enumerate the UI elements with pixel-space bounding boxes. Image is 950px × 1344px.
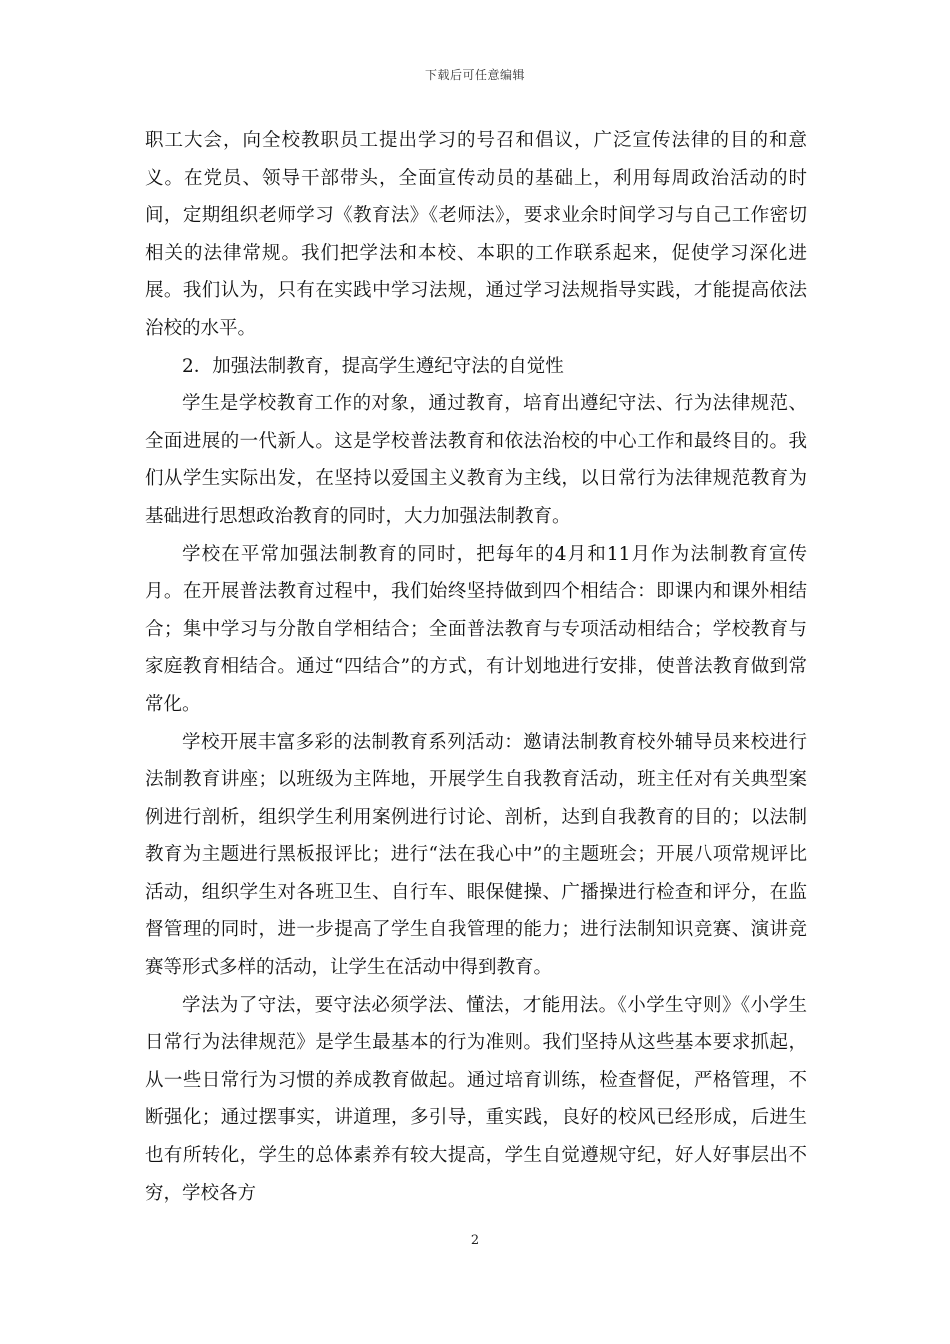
section-heading: 2．加强法制教育，提高学生遵纪守法的自觉性 — [182, 355, 564, 377]
page-header: 下载后可任意编辑 — [424, 68, 525, 82]
body-paragraph: 学校开展丰富多彩的法制教育系列活动：邀请法制教育校外辅导员来校进行法制教育讲座；以班级为主阵地，开展学生自我教育活动，班主任对有关典型案例进行剖析，组织学生利用案例进行讨论、剖析，达到自我教育的目的；以法制教育为主题进行黑板报评比；进行“法在我心中”的主题班会；开展八项常规评比活动，组织学生对各班卫生、自行车、眼保健操、广播操进行检查和评分，在监督管理的同时，进一步提高了学生自我管理的能力；进行法制知识竞赛、演讲竞赛等形式多样的活动，让学生在活动中得到教育。 — [145, 731, 807, 979]
body-paragraph: 学校在平常加强法制教育的同时，把每年的4月和11月作为法制教育宣传月。在开展普法教育过程中，我们始终坚持做到四个相结合：即课内和课外相结合；集中学习与分散自学相结合；全面普法教育与专项活动相结合；学校教育与家庭教育相结合。通过“四结合”的方式，有计划地进行安排，使普法教育做到常常化。 — [145, 543, 807, 715]
document-body — [145, 122, 807, 1212]
body-paragraph: 学法为了守法，要守法必须学法、懂法，才能用法。《小学生守则》《小学生日常行为法律规范》是学生最基本的行为准则。我们坚持从这些基本要求抓起，从一些日常行为习惯的养成教育做起。通过培育训练，检查督促，严格管理，不断强化；通过摆事实，讲道理，多引导，重实践，良好的校风已经形成，后进生也有所转化，学生的总体素养有较大提高，学生自觉遵规守纪，好人好事层出不穷，学校各方 — [145, 994, 807, 1204]
body-paragraph: 职工大会，向全校教职员工提出学习的号召和倡议，广泛宣传法律的目的和意义。在党员、领导干部带头，全面宣传动员的基础上，利用每周政治活动的时间，定期组织老师学习《教育法》《老师法》，要求业余时间学习与自己工作密切相关的法律常规。我们把学法和本校、本职的工作联系起来，促使学习深化进展。我们认为，只有在实践中学习法规，通过学习法规指导实践，才能提高依法治校的水平。 — [145, 130, 807, 339]
body-paragraph: 学生是学校教育工作的对象，通过教育，培育出遵纪守法、行为法律规范、全面进展的一代新人。这是学校普法教育和依法治校的中心工作和最终目的。我们从学生实际出发，在坚持以爱国主义教育为主线，以日常行为法律规范教育为基础进行思想政治教育的同时，大力加强法制教育。 — [145, 393, 807, 527]
page-number: 2 — [470, 1233, 480, 1248]
